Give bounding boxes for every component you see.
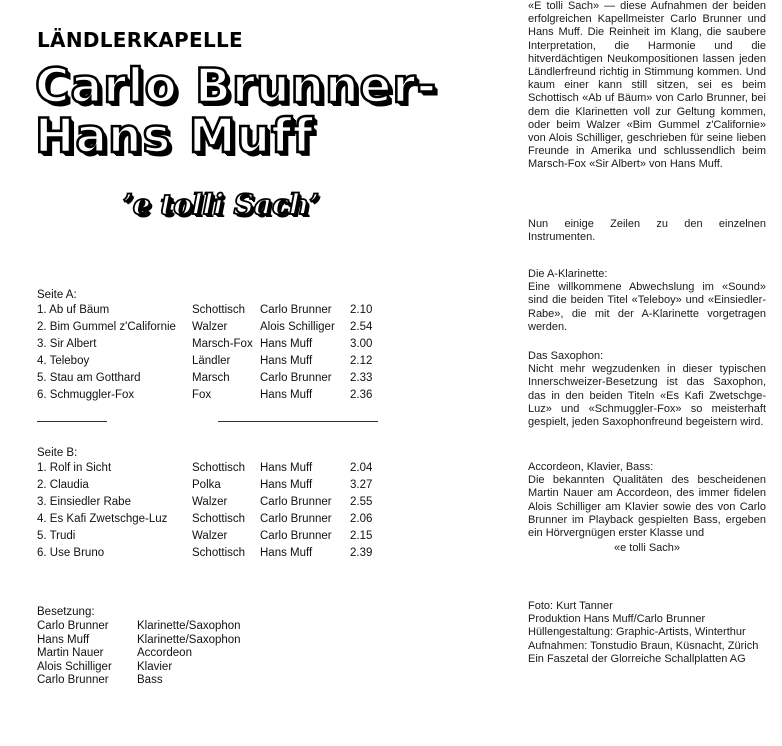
track-composer: Hans Muff	[260, 462, 313, 474]
track-composer: Carlo Brunner	[260, 496, 332, 508]
track-duration: 2.12	[350, 355, 373, 367]
artist-name-line1: Carlo Brunner-	[35, 59, 438, 114]
credit-line: Hüllengestaltung: Graphic-Artists, Winterthur	[528, 626, 746, 639]
track-style: Walzer	[192, 496, 228, 508]
track-duration: 2.10	[350, 304, 373, 316]
track-title: 6. Schmuggler-Fox	[37, 389, 135, 401]
track-composer: Carlo Brunner	[260, 513, 332, 525]
track-composer: Alois Schilliger	[260, 321, 335, 333]
sax-heading: Das Saxophon:	[528, 350, 604, 362]
clarinet-heading: Die A-Klarinette:	[528, 268, 608, 280]
cast-member-name: Alois Schilliger	[37, 660, 112, 673]
acc-heading: Accordeon, Klavier, Bass:	[528, 461, 654, 473]
accordeon-section	[528, 461, 766, 555]
track-composer: Carlo Brunner	[260, 304, 332, 316]
track-composer: Carlo Brunner	[260, 372, 332, 384]
track-title: 2. Bim Gummel z'Californie	[37, 321, 176, 333]
cast-member-name: Carlo Brunner	[37, 674, 109, 686]
track-composer: Hans Muff	[260, 338, 313, 350]
track-style: Polka	[192, 479, 221, 491]
credit-line: Foto: Kurt Tanner	[528, 600, 613, 612]
intro-paragraph: «E tolli Sach» — diese Aufnahmen der beiden erfolgreichen Kapellmeister Carlo Brunner und Hans Muff. Die Reinheit im Klang, die saubere Interpretation, die Harmonie und die hitverdächtigen Neukompositionen lassen jeden Ländlerfreund richtig in Stimmung kommen. Und kaum einer kann still sitzen, sei es beim Schottisch «Ab uf Bäum» von Carlo Brunner, bei dem die Klarinetten voll zur Geltung kommen, oder beim Walzer «Bim Gummel z'Californie» von Alois Schilliger, geschrieben für seine lieben Freunde in Amerika und schlussendlich beim Marsch-Fox «Sir Albert» von Hans Muff.	[528, 0, 766, 171]
cast-member-name: Hans Muff	[37, 633, 90, 646]
cast-member-instrument: Klavier	[137, 660, 173, 673]
track-style: Marsch	[192, 372, 230, 384]
divider-right	[218, 421, 378, 422]
track-title: 4. Es Kafi Zwetschge-Luz	[37, 513, 168, 525]
track-duration: 3.27	[350, 479, 373, 491]
track-style: Fox	[192, 389, 212, 401]
credit-line: Produktion Hans Muff/Carlo Brunner	[528, 613, 706, 626]
credit-line: Ein Faszetal der Glorreiche Schallplatten AG	[528, 652, 746, 665]
liner-notes-intro	[528, 0, 766, 172]
track-composer: Hans Muff	[260, 389, 313, 401]
track-duration: 2.04	[350, 462, 373, 474]
track-duration: 2.06	[350, 513, 373, 525]
track-title: 3. Einsiedler Rabe	[37, 496, 131, 508]
track-style: Schottisch	[192, 462, 246, 474]
sax-text: Nicht mehr wegzudenken in dieser typischen Innerschweizer-Besetzung ist das Saxophon, das in den beiden Titeln «Es Kafi Zwetschge-Luz» und «Schmuggler-Fox» so meisterhaft gespielt, jeden Saxophonfreund begeistern wird.	[528, 363, 766, 429]
track-style: Walzer	[192, 321, 228, 333]
track-title: 5. Stau am Gotthard	[37, 372, 141, 384]
track-duration: 2.15	[350, 530, 373, 542]
cast-member-name: Carlo Brunner	[37, 620, 109, 632]
track-duration: 2.36	[350, 389, 373, 401]
credit-line: Aufnahmen: Tonstudio Braun, Küsnacht, Zürich	[528, 639, 759, 652]
track-duration: 2.33	[350, 372, 373, 384]
saxophone-section	[528, 350, 766, 429]
track-title: 1. Rolf in Sicht	[37, 462, 112, 474]
liner-notes-transition	[528, 218, 766, 244]
cast-member-instrument: Klarinette/Saxophon	[137, 633, 241, 646]
track-style: Walzer	[192, 530, 228, 542]
track-duration: 2.39	[350, 547, 373, 559]
track-composer: Carlo Brunner	[260, 530, 332, 542]
clarinet-section	[528, 268, 766, 334]
track-title: 2. Claudia	[37, 479, 89, 491]
track-style: Schottisch	[192, 547, 246, 559]
track-style: Schottisch	[192, 513, 246, 525]
album-title: ’e tolli Sach’	[123, 188, 320, 221]
cast-member-instrument: Accordeon	[137, 647, 192, 659]
side-b-label: Seite B:	[37, 447, 78, 459]
track-title: 1. Ab uf Bäum	[37, 304, 110, 316]
track-style: Marsch-Fox	[192, 338, 253, 350]
divider-left	[37, 421, 107, 422]
track-composer: Hans Muff	[260, 547, 313, 559]
track-composer: Hans Muff	[260, 479, 313, 491]
cast-member-instrument: Klarinette/Saxophon	[137, 620, 241, 632]
acc-text: Die bekannten Qualitäten des bescheidenen Martin Nauer am Accordeon, des immer fidelen Alois Schilliger am Klavier sowie des von Carlo Brunner im Playback gespielten Bass, ergeben ein Hörvergnügen erster Klasse und	[528, 474, 766, 540]
credits	[528, 600, 766, 666]
track-title: 4. Teleboy	[37, 355, 90, 367]
closing-line: «e tolli Sach»	[613, 542, 681, 555]
track-title: 6. Üse Bruno	[37, 547, 105, 559]
clarinet-text: Eine willkommene Abwechslung im «Sound» sind die beiden Titel «Teleboy» und «Einsiedler-Rabe», die mit der A-Klarinette vorgetragen werden.	[528, 281, 766, 333]
track-duration: 3.00	[350, 338, 373, 350]
side-a-label: Seite A:	[37, 289, 77, 301]
track-title: 3. Sir Albert	[37, 338, 97, 350]
artist-name-line2: Hans Muff	[35, 109, 314, 164]
cast-member-name: Martin Nauer	[37, 647, 104, 659]
transition-paragraph: Nun einige Zeilen zu den einzelnen Instrumenten.	[528, 218, 766, 244]
track-title: 5. Trudi	[37, 530, 76, 542]
track-style: Schottisch	[192, 304, 246, 316]
cast-member-instrument: Bass	[137, 674, 163, 686]
band-type-heading: LÄNDLERKAPELLE	[37, 28, 244, 52]
track-duration: 2.55	[350, 496, 373, 508]
track-style: Ländler	[192, 355, 231, 367]
track-duration: 2.54	[350, 321, 373, 333]
cast-label: Besetzung:	[37, 606, 95, 618]
track-composer: Hans Muff	[260, 355, 313, 367]
